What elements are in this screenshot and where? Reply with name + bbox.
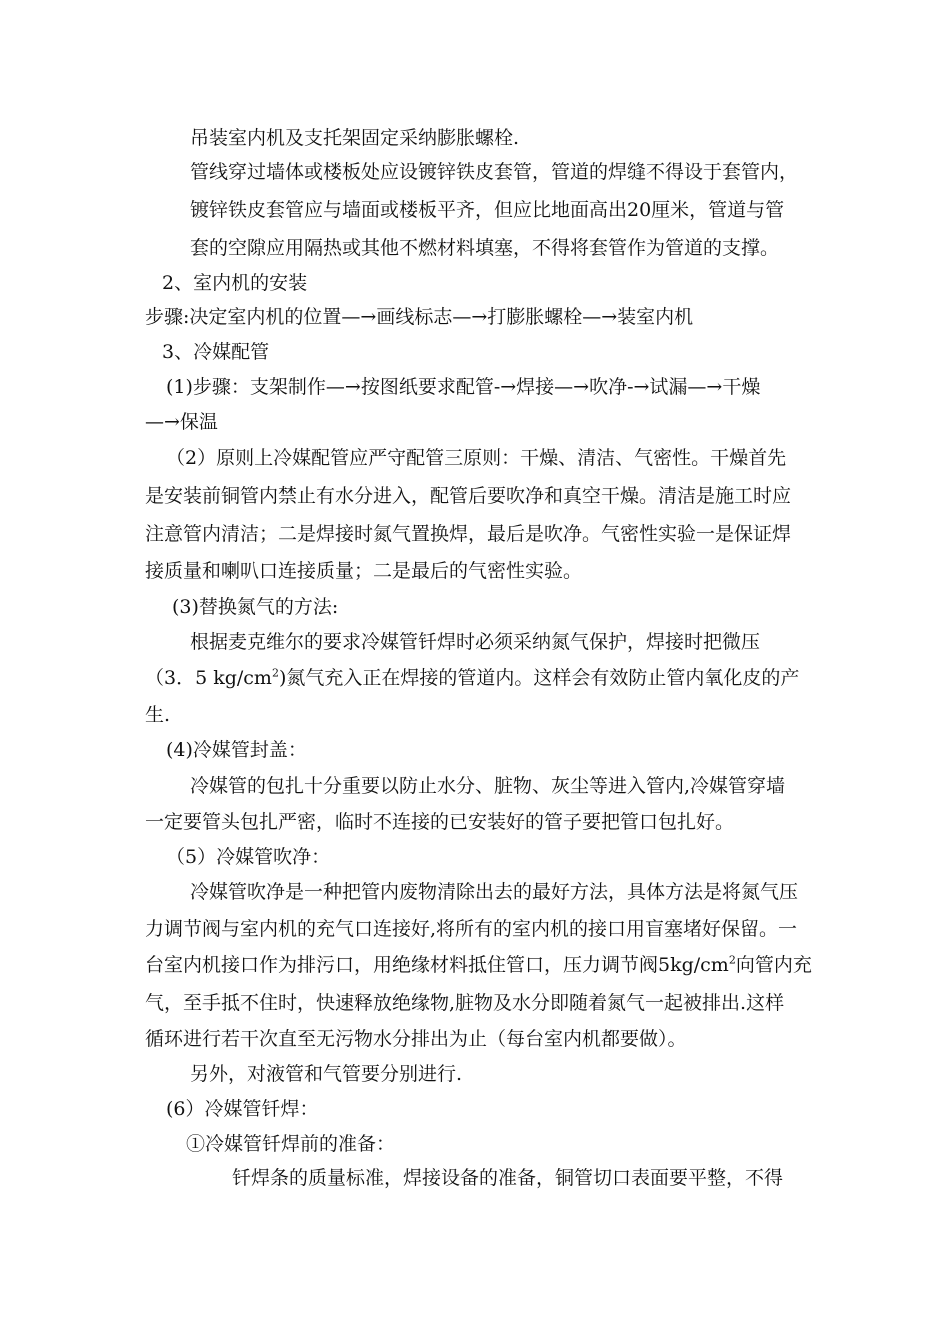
section-heading: 3、冷媒配管 xyxy=(162,341,270,363)
subsection-heading: (4)冷媒管封盖： xyxy=(166,739,307,761)
paragraph-line: 接质量和喇叭口连接质量；二是最后的气密性实验。 xyxy=(145,560,583,582)
paragraph-line: 镀锌铁皮套管应与墙面或楼板平齐，但应比地面高出20厘米，管道与管 xyxy=(190,199,785,221)
subsection-heading: ①冷媒管钎焊前的准备： xyxy=(186,1133,396,1155)
paragraph-line: 冷媒管吹净是一种把管内废物清除出去的最好方法，具体方法是将氮气压 xyxy=(190,881,799,903)
paragraph-line: 生. xyxy=(145,704,171,726)
paragraph-line: 气，至手抵不住时，快速释放绝缘物,脏物及水分即随着氮气一起被排出.这样 xyxy=(145,992,785,1014)
superscript: 2 xyxy=(728,953,736,967)
line-text: )氮气充入正在焊接的管道内。这样会有效防止管内氧化皮的产 xyxy=(278,667,800,689)
paragraph-line: 套的空隙应用隔热或其他不燃材料填塞，不得将套管作为管道的支撑。 xyxy=(190,237,780,259)
subsection-heading: (6）冷媒管钎焊： xyxy=(166,1098,319,1120)
paragraph-line: 根据麦克维尔的要求冷媒管钎焊时必须采纳氮气保护，焊接时把微压 xyxy=(190,631,761,653)
paragraph-line: —→保温 xyxy=(145,411,218,433)
paragraph-line: (1)步骤：支架制作—→按图纸要求配管-→焊接—→吹净-→试漏—→干燥 xyxy=(166,376,761,398)
paragraph-line: 另外，对液管和气管要分别进行. xyxy=(190,1063,463,1085)
paragraph-line: 是安装前铜管内禁止有水分进入，配管后要吹净和真空干燥。清洁是施工时应 xyxy=(145,485,792,507)
line-text: 向管内充 xyxy=(735,954,812,976)
paragraph-line: 管线穿过墙体或楼板处应设镀锌铁皮套管，管道的焊缝不得设于套管内， xyxy=(190,161,799,183)
paragraph-line: 冷媒管的包扎十分重要以防止水分、脏物、灰尘等进入管内,冷媒管穿墙 xyxy=(190,775,786,797)
subsection-heading: （5）冷媒管吹净： xyxy=(166,846,331,868)
superscript: 2 xyxy=(271,666,279,680)
paragraph-line: 一定要管头包扎严密，临时不连接的已安装好的管子要把管口包扎好。 xyxy=(145,811,735,833)
line-text: （3．5 kg/cm xyxy=(145,667,272,689)
line-text: 台室内机接口作为排污口，用绝缘材料抵住管口，压力调节阀5kg/cm xyxy=(145,954,729,976)
paragraph-line xyxy=(145,666,799,690)
paragraph-line: 循环进行若干次直至无污物水分排出为止（每台室内机都要做）。 xyxy=(145,1028,687,1050)
paragraph-line: 注意管内清洁；二是焊接时氮气置换焊，最后是吹净。气密性实验一是保证焊 xyxy=(145,523,792,545)
paragraph-line: 吊装室内机及支托架固定采纳膨胀螺栓. xyxy=(190,127,520,149)
paragraph-line: 力调节阀与室内机的充气口连接好,将所有的室内机的接口用盲塞堵好保留。一 xyxy=(145,918,798,940)
subsection-heading: (3)替换氮气的方法: xyxy=(172,596,339,618)
paragraph-line: 钎焊条的质量标准，焊接设备的准备，铜管切口表面要平整，不得 xyxy=(232,1167,784,1189)
paragraph-line xyxy=(145,953,812,977)
section-heading: 2、室内机的安装 xyxy=(162,272,308,294)
paragraph-line: 步骤:决定室内机的位置—→画线标志—→打膨胀螺栓—→装室内机 xyxy=(145,306,694,328)
paragraph-line: （2）原则上冷媒配管应严守配管三原则：干燥、清洁、气密性。干燥首先 xyxy=(166,447,787,469)
